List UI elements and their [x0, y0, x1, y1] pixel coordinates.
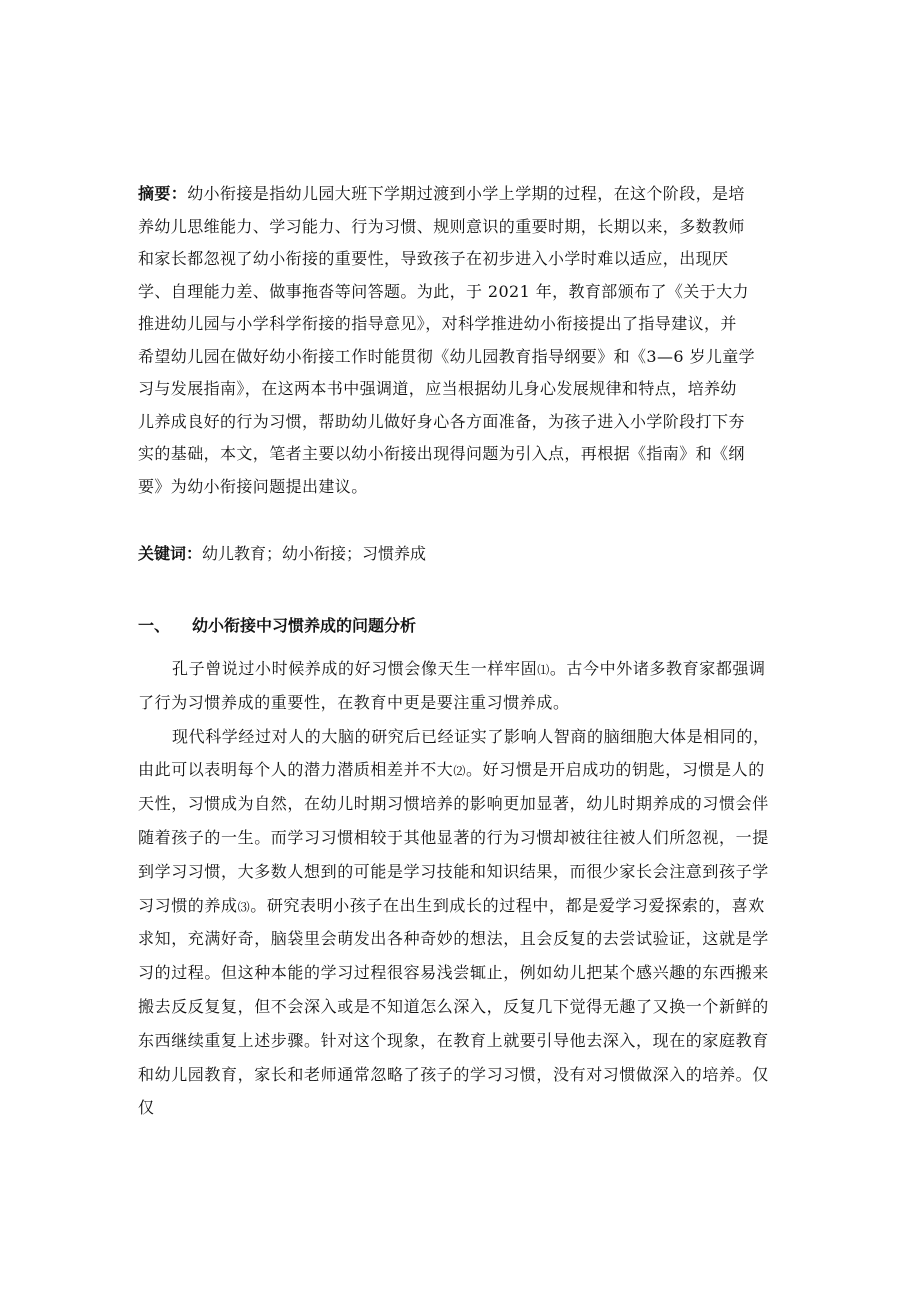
abstract-line: 要》为幼小衔接问题提出建议。 — [138, 476, 368, 496]
abstract-line: 儿养成良好的行为习惯，帮助幼儿做好身心各方面准备，为孩子进入小学阶段打下夯 — [138, 411, 745, 431]
paragraph-line: 搬去反反复复，但不会深入或是不知道怎么深入，反复几下觉得无趣了又换一个新鲜的 — [138, 996, 769, 1016]
abstract-line: 推进幼儿园与小学科学衔接的指导意见》，对科学推进幼小衔接提出了指导建议，并 — [138, 314, 737, 333]
section-body — [138, 652, 793, 1125]
paragraph-line — [138, 889, 793, 923]
paragraph-line — [138, 652, 793, 686]
footnote-ref[interactable]: ⑴ — [537, 663, 550, 677]
line-text: 孔子曾说过小时候养成的好习惯会像天生一样牢固 — [172, 659, 538, 678]
line-text: 。古今中外诸多教育家都强调 — [549, 659, 766, 678]
abstract-line: 实的基础，本文，笔者主要以幼小衔接出现得问题为引入点，再根据《指南》和《纲 — [138, 444, 745, 463]
footnote-ref[interactable]: ⑶ — [237, 899, 251, 914]
line-text: 。好习惯是开启成功的钥匙，习惯是人的 — [466, 760, 765, 780]
abstract-line — [138, 178, 793, 211]
paragraph-line: 仅 — [138, 1098, 155, 1118]
abstract-line: 希望幼儿园在做好幼小衔接工作时能贯彻《幼儿园教育指导纲要》和《3—6 岁儿童学 — [138, 346, 756, 366]
line-text: 由此可以表明每个人的潜力潜质相差并不大 — [138, 760, 454, 780]
line-text: 。研究表明小孩子在出生到成长的过程中，都是爱学习爱探索的，喜欢 — [250, 895, 765, 915]
abstract-line: 习与发展指南》，在这两本书中强调道，应当根据幼儿身心发展规律和特点，培养幼 — [138, 379, 737, 398]
paragraph-line: 现代科学经过对人的大脑的研究后已经证实了影响人智商的脑细胞大体是相同的， — [172, 726, 770, 746]
abstract-line: 和家长都忽视了幼小衔接的重要性，导致孩子在初步进入小学时难以适应，出现厌 — [138, 249, 729, 268]
paragraph-line — [138, 753, 793, 787]
paragraph-line: 了行为习惯养成的重要性，在教育中更是要注重习惯养成。 — [138, 692, 570, 712]
paragraph-line: 天性，习惯成为自然，在幼儿时期习惯培养的影响更加显著，幼儿时期养成的习惯会伴 — [138, 794, 769, 814]
abstract-block — [138, 178, 793, 503]
abstract-label: 摘要： — [138, 184, 188, 203]
line-text: 习习惯的养成 — [138, 895, 238, 915]
section-heading — [138, 610, 416, 642]
abstract-text: 幼小衔接是指幼儿园大班下学期过渡到小学上学期的过程，在这个阶段，是培 — [187, 184, 745, 203]
paragraph-line: 求知，充满好奇，脑袋里会萌发出各种奇妙的想法，且会反复的去尝试验证，这就是学 — [138, 929, 769, 949]
paragraph-line: 随着孩子的一生。而学习习惯相较于其他显著的行为习惯却被往往被人们所忽视，一提 — [138, 827, 769, 847]
footnote-ref[interactable]: ⑵ — [453, 764, 467, 779]
abstract-line: 学、自理能力差、做事拖沓等问答题。为此，于 2021 年，教育部颁布了《关于大力 — [138, 281, 749, 301]
keywords-text: 幼儿教育；幼小衔接；习惯养成 — [202, 544, 427, 563]
paragraph-line: 和幼儿园教育，家长和老师通常忽略了孩子的学习习惯，没有对习惯做深入的培养。仅 — [138, 1064, 769, 1084]
abstract-line: 养幼儿思维能力、学习能力、行为习惯、规则意识的重要时期，长期以来，多数教师 — [138, 216, 745, 236]
paragraph-line: 东西继续重复上述步骤。针对这个现象，在教育上就要引导他去深入，现在的家庭教育 — [138, 1030, 769, 1050]
paragraph-line: 习的过程。但这种本能的学习过程很容易浅尝辄止，例如幼儿把某个感兴趣的东西搬来 — [138, 963, 769, 983]
paragraph-line: 到学习习惯，大多数人想到的可能是学习技能和知识结果，而很少家长会注意到孩子学 — [138, 861, 769, 881]
keywords-label: 关键词： — [138, 544, 203, 563]
section-title: 幼小衔接中习惯养成的问题分析 — [192, 616, 417, 635]
section-number: 一、 — [138, 616, 171, 635]
keywords — [138, 538, 426, 570]
